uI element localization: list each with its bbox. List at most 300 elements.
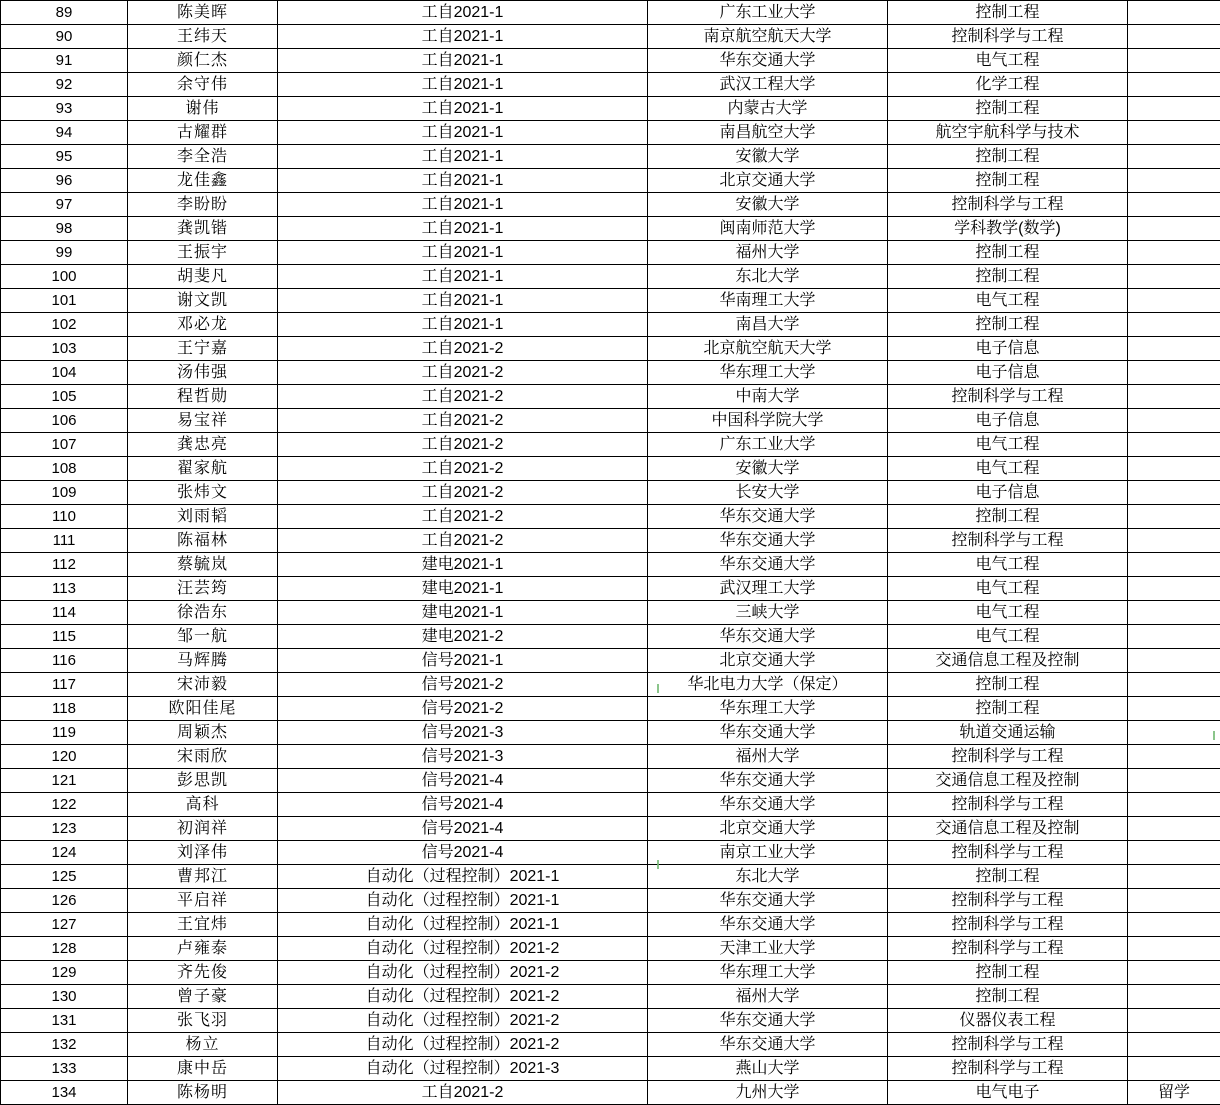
cell-note[interactable] <box>1128 817 1220 841</box>
cell-major[interactable]: 电气电子 <box>888 1081 1128 1105</box>
cell-major[interactable]: 控制工程 <box>888 145 1128 169</box>
cell-school[interactable]: 内蒙古大学 <box>648 97 888 121</box>
cell-name[interactable]: 王宜炜 <box>128 913 278 937</box>
cell-note[interactable] <box>1128 337 1220 361</box>
cell-school[interactable]: 广东工业大学 <box>648 433 888 457</box>
cell-class[interactable]: 工自2021-1 <box>278 25 648 49</box>
cell-name[interactable]: 陈杨明 <box>128 1081 278 1105</box>
cell-major[interactable]: 控制工程 <box>888 169 1128 193</box>
cell-school[interactable]: 东北大学 <box>648 265 888 289</box>
cell-school[interactable]: 东北大学 <box>648 865 888 889</box>
cell-index[interactable]: 123 <box>1 817 128 841</box>
table-row[interactable] <box>1 265 1220 289</box>
cell-school[interactable]: 南京工业大学 <box>648 841 888 865</box>
cell-class[interactable]: 自动化（过程控制）2021-2 <box>278 1009 648 1033</box>
cell-index[interactable]: 128 <box>1 937 128 961</box>
cell-note[interactable] <box>1128 913 1220 937</box>
cell-class[interactable]: 信号2021-2 <box>278 673 648 697</box>
cell-index[interactable]: 99 <box>1 241 128 265</box>
cell-name[interactable]: 胡斐凡 <box>128 265 278 289</box>
cell-name[interactable]: 谢伟 <box>128 97 278 121</box>
table-row[interactable] <box>1 457 1220 481</box>
cell-index[interactable]: 104 <box>1 361 128 385</box>
cell-note[interactable] <box>1128 289 1220 313</box>
table-row[interactable] <box>1 985 1220 1009</box>
table-row[interactable] <box>1 865 1220 889</box>
cell-index[interactable]: 107 <box>1 433 128 457</box>
cell-major[interactable]: 电气工程 <box>888 601 1128 625</box>
cell-class[interactable]: 工自2021-1 <box>278 169 648 193</box>
cell-name[interactable]: 龚忠亮 <box>128 433 278 457</box>
cell-index[interactable]: 98 <box>1 217 128 241</box>
cell-note[interactable] <box>1128 25 1220 49</box>
cell-note[interactable] <box>1128 745 1220 769</box>
table-row[interactable] <box>1 1 1220 25</box>
table-row[interactable] <box>1 1033 1220 1057</box>
cell-major[interactable]: 控制科学与工程 <box>888 25 1128 49</box>
cell-school[interactable]: 华东理工大学 <box>648 361 888 385</box>
cell-class[interactable]: 工自2021-1 <box>278 313 648 337</box>
cell-school[interactable]: 华东交通大学 <box>648 529 888 553</box>
cell-school[interactable]: 中国科学院大学 <box>648 409 888 433</box>
cell-class[interactable]: 信号2021-4 <box>278 817 648 841</box>
cell-major[interactable]: 电气工程 <box>888 457 1128 481</box>
table-row[interactable] <box>1 481 1220 505</box>
cell-class[interactable]: 工自2021-1 <box>278 193 648 217</box>
cell-index[interactable]: 132 <box>1 1033 128 1057</box>
cell-note[interactable]: 留学 <box>1128 1081 1220 1105</box>
table-row[interactable] <box>1 49 1220 73</box>
cell-class[interactable]: 工自2021-2 <box>278 409 648 433</box>
cell-school[interactable]: 华东交通大学 <box>648 1033 888 1057</box>
cell-major[interactable]: 化学工程 <box>888 73 1128 97</box>
table-row[interactable] <box>1 793 1220 817</box>
table-row[interactable] <box>1 913 1220 937</box>
cell-school[interactable]: 华东交通大学 <box>648 889 888 913</box>
cell-index[interactable]: 131 <box>1 1009 128 1033</box>
cell-index[interactable]: 114 <box>1 601 128 625</box>
table-row[interactable] <box>1 169 1220 193</box>
cell-class[interactable]: 工自2021-1 <box>278 289 648 313</box>
cell-name[interactable]: 王振宇 <box>128 241 278 265</box>
cell-name[interactable]: 康中岳 <box>128 1057 278 1081</box>
table-row[interactable] <box>1 289 1220 313</box>
cell-index[interactable]: 96 <box>1 169 128 193</box>
cell-major[interactable]: 控制科学与工程 <box>888 1057 1128 1081</box>
cell-note[interactable] <box>1128 49 1220 73</box>
cell-index[interactable]: 109 <box>1 481 128 505</box>
cell-class[interactable]: 自动化（过程控制）2021-2 <box>278 937 648 961</box>
cell-index[interactable]: 101 <box>1 289 128 313</box>
cell-note[interactable] <box>1128 937 1220 961</box>
cell-note[interactable] <box>1128 529 1220 553</box>
table-row[interactable] <box>1 433 1220 457</box>
cell-class[interactable]: 自动化（过程控制）2021-3 <box>278 1057 648 1081</box>
cell-school[interactable]: 安徽大学 <box>648 457 888 481</box>
cell-name[interactable]: 彭思凯 <box>128 769 278 793</box>
cell-major[interactable]: 电气工程 <box>888 577 1128 601</box>
cell-class[interactable]: 自动化（过程控制）2021-2 <box>278 961 648 985</box>
cell-school[interactable]: 华东交通大学 <box>648 625 888 649</box>
cell-class[interactable]: 工自2021-1 <box>278 49 648 73</box>
table-row[interactable] <box>1 313 1220 337</box>
table-row[interactable] <box>1 769 1220 793</box>
cell-school[interactable]: 南京航空航天大学 <box>648 25 888 49</box>
cell-note[interactable] <box>1128 193 1220 217</box>
cell-name[interactable]: 李全浩 <box>128 145 278 169</box>
table-row[interactable] <box>1 145 1220 169</box>
cell-index[interactable]: 92 <box>1 73 128 97</box>
cell-class[interactable]: 自动化（过程控制）2021-1 <box>278 913 648 937</box>
cell-major[interactable]: 控制工程 <box>888 265 1128 289</box>
cell-major[interactable]: 控制科学与工程 <box>888 841 1128 865</box>
table-row[interactable] <box>1 241 1220 265</box>
cell-note[interactable] <box>1128 1009 1220 1033</box>
cell-index[interactable]: 130 <box>1 985 128 1009</box>
cell-name[interactable]: 卢雍泰 <box>128 937 278 961</box>
cell-index[interactable]: 111 <box>1 529 128 553</box>
cell-index[interactable]: 113 <box>1 577 128 601</box>
cell-school[interactable]: 天津工业大学 <box>648 937 888 961</box>
cell-name[interactable]: 李盼盼 <box>128 193 278 217</box>
cell-index[interactable]: 108 <box>1 457 128 481</box>
cell-note[interactable] <box>1128 361 1220 385</box>
cell-school[interactable]: 长安大学 <box>648 481 888 505</box>
cell-name[interactable]: 谢文凯 <box>128 289 278 313</box>
table-row[interactable] <box>1 961 1220 985</box>
table-row[interactable] <box>1 529 1220 553</box>
table-row[interactable] <box>1 841 1220 865</box>
cell-school[interactable]: 闽南师范大学 <box>648 217 888 241</box>
cell-class[interactable]: 建电2021-1 <box>278 577 648 601</box>
cell-major[interactable]: 电气工程 <box>888 49 1128 73</box>
cell-class[interactable]: 工自2021-1 <box>278 265 648 289</box>
cell-index[interactable]: 125 <box>1 865 128 889</box>
cell-note[interactable] <box>1128 457 1220 481</box>
cell-note[interactable] <box>1128 889 1220 913</box>
cell-name[interactable]: 王宁嘉 <box>128 337 278 361</box>
cell-major[interactable]: 电气工程 <box>888 433 1128 457</box>
cell-note[interactable] <box>1128 385 1220 409</box>
cell-school[interactable]: 华东交通大学 <box>648 793 888 817</box>
cell-school[interactable]: 广东工业大学 <box>648 1 888 25</box>
cell-index[interactable]: 120 <box>1 745 128 769</box>
cell-major[interactable]: 控制工程 <box>888 673 1128 697</box>
cell-index[interactable]: 105 <box>1 385 128 409</box>
cell-note[interactable] <box>1128 313 1220 337</box>
cell-note[interactable] <box>1128 121 1220 145</box>
cell-name[interactable]: 周颖杰 <box>128 721 278 745</box>
cell-school[interactable]: 福州大学 <box>648 241 888 265</box>
cell-major[interactable]: 仪器仪表工程 <box>888 1009 1128 1033</box>
cell-major[interactable]: 控制科学与工程 <box>888 793 1128 817</box>
cell-name[interactable]: 徐浩东 <box>128 601 278 625</box>
cell-name[interactable]: 邹一航 <box>128 625 278 649</box>
cell-note[interactable] <box>1128 265 1220 289</box>
cell-note[interactable] <box>1128 577 1220 601</box>
cell-school[interactable]: 华东交通大学 <box>648 913 888 937</box>
cell-school[interactable]: 三峡大学 <box>648 601 888 625</box>
cell-name[interactable]: 汤伟强 <box>128 361 278 385</box>
cell-index[interactable]: 112 <box>1 553 128 577</box>
cell-note[interactable] <box>1128 601 1220 625</box>
cell-school[interactable]: 华东交通大学 <box>648 49 888 73</box>
cell-major[interactable]: 电气工程 <box>888 553 1128 577</box>
cell-major[interactable]: 控制科学与工程 <box>888 193 1128 217</box>
cell-note[interactable] <box>1128 649 1220 673</box>
cell-index[interactable]: 126 <box>1 889 128 913</box>
table-row[interactable] <box>1 601 1220 625</box>
cell-major[interactable]: 电子信息 <box>888 337 1128 361</box>
cell-name[interactable]: 宋雨欣 <box>128 745 278 769</box>
cell-class[interactable]: 自动化（过程控制）2021-2 <box>278 985 648 1009</box>
cell-note[interactable] <box>1128 241 1220 265</box>
cell-index[interactable]: 115 <box>1 625 128 649</box>
table-row[interactable] <box>1 697 1220 721</box>
cell-major[interactable]: 控制科学与工程 <box>888 937 1128 961</box>
cell-name[interactable]: 龚凯锴 <box>128 217 278 241</box>
cell-class[interactable]: 工自2021-2 <box>278 385 648 409</box>
cell-name[interactable]: 初润祥 <box>128 817 278 841</box>
cell-class[interactable]: 自动化（过程控制）2021-2 <box>278 1033 648 1057</box>
cell-class[interactable]: 信号2021-2 <box>278 697 648 721</box>
cell-class[interactable]: 信号2021-4 <box>278 841 648 865</box>
cell-class[interactable]: 工自2021-2 <box>278 457 648 481</box>
cell-name[interactable]: 颜仁杰 <box>128 49 278 73</box>
table-row[interactable] <box>1 385 1220 409</box>
table-row[interactable] <box>1 553 1220 577</box>
cell-school[interactable]: 北京交通大学 <box>648 169 888 193</box>
cell-note[interactable] <box>1128 793 1220 817</box>
cell-name[interactable]: 翟家航 <box>128 457 278 481</box>
cell-name[interactable]: 程哲勋 <box>128 385 278 409</box>
cell-index[interactable]: 100 <box>1 265 128 289</box>
table-row[interactable] <box>1 361 1220 385</box>
table-row[interactable] <box>1 721 1220 745</box>
cell-class[interactable]: 信号2021-3 <box>278 721 648 745</box>
cell-school[interactable]: 燕山大学 <box>648 1057 888 1081</box>
table-row[interactable] <box>1 937 1220 961</box>
cell-school[interactable]: 华东交通大学 <box>648 505 888 529</box>
cell-major[interactable]: 交通信息工程及控制 <box>888 817 1128 841</box>
cell-school[interactable]: 北京航空航天大学 <box>648 337 888 361</box>
cell-index[interactable]: 119 <box>1 721 128 745</box>
cell-class[interactable]: 建电2021-2 <box>278 625 648 649</box>
cell-class[interactable]: 工自2021-2 <box>278 1081 648 1105</box>
cell-note[interactable] <box>1128 433 1220 457</box>
table-row[interactable] <box>1 409 1220 433</box>
cell-class[interactable]: 自动化（过程控制）2021-1 <box>278 865 648 889</box>
cell-index[interactable]: 103 <box>1 337 128 361</box>
cell-index[interactable]: 97 <box>1 193 128 217</box>
cell-name[interactable]: 曾子豪 <box>128 985 278 1009</box>
cell-major[interactable]: 控制科学与工程 <box>888 385 1128 409</box>
cell-class[interactable]: 工自2021-1 <box>278 1 648 25</box>
cell-name[interactable]: 邓必龙 <box>128 313 278 337</box>
cell-index[interactable]: 129 <box>1 961 128 985</box>
cell-note[interactable] <box>1128 553 1220 577</box>
cell-major[interactable]: 控制科学与工程 <box>888 889 1128 913</box>
cell-class[interactable]: 建电2021-1 <box>278 601 648 625</box>
cell-note[interactable] <box>1128 145 1220 169</box>
table-row[interactable] <box>1 121 1220 145</box>
cell-class[interactable]: 工自2021-2 <box>278 529 648 553</box>
cell-note[interactable] <box>1128 721 1220 745</box>
cell-name[interactable]: 马辉腾 <box>128 649 278 673</box>
cell-index[interactable]: 127 <box>1 913 128 937</box>
cell-name[interactable]: 张飞羽 <box>128 1009 278 1033</box>
cell-index[interactable]: 116 <box>1 649 128 673</box>
cell-name[interactable]: 龙佳鑫 <box>128 169 278 193</box>
table-row[interactable] <box>1 217 1220 241</box>
cell-major[interactable]: 控制工程 <box>888 985 1128 1009</box>
cell-class[interactable]: 建电2021-1 <box>278 553 648 577</box>
cell-school[interactable]: 武汉理工大学 <box>648 577 888 601</box>
table-row[interactable] <box>1 673 1220 697</box>
cell-note[interactable] <box>1128 985 1220 1009</box>
cell-major[interactable]: 电子信息 <box>888 409 1128 433</box>
cell-class[interactable]: 工自2021-1 <box>278 217 648 241</box>
cell-index[interactable]: 117 <box>1 673 128 697</box>
cell-index[interactable]: 134 <box>1 1081 128 1105</box>
cell-index[interactable]: 110 <box>1 505 128 529</box>
cell-index[interactable]: 94 <box>1 121 128 145</box>
table-row[interactable] <box>1 1081 1220 1105</box>
cell-index[interactable]: 133 <box>1 1057 128 1081</box>
cell-class[interactable]: 工自2021-2 <box>278 433 648 457</box>
cell-school[interactable]: 北京交通大学 <box>648 817 888 841</box>
cell-major[interactable]: 轨道交通运输 <box>888 721 1128 745</box>
cell-school[interactable]: 华东交通大学 <box>648 769 888 793</box>
cell-major[interactable]: 控制工程 <box>888 97 1128 121</box>
cell-name[interactable]: 余守伟 <box>128 73 278 97</box>
cell-index[interactable]: 95 <box>1 145 128 169</box>
cell-class[interactable]: 信号2021-3 <box>278 745 648 769</box>
cell-major[interactable]: 交通信息工程及控制 <box>888 649 1128 673</box>
cell-index[interactable]: 93 <box>1 97 128 121</box>
cell-school[interactable]: 九州大学 <box>648 1081 888 1105</box>
cell-note[interactable] <box>1128 481 1220 505</box>
cell-class[interactable]: 工自2021-1 <box>278 241 648 265</box>
cell-school[interactable]: 华南理工大学 <box>648 289 888 313</box>
table-row[interactable] <box>1 505 1220 529</box>
cell-school[interactable]: 安徽大学 <box>648 193 888 217</box>
cell-note[interactable] <box>1128 625 1220 649</box>
cell-name[interactable]: 张炜文 <box>128 481 278 505</box>
cell-major[interactable]: 学科教学(数学) <box>888 217 1128 241</box>
cell-class[interactable]: 工自2021-1 <box>278 73 648 97</box>
table-row[interactable] <box>1 193 1220 217</box>
cell-class[interactable]: 工自2021-1 <box>278 121 648 145</box>
cell-major[interactable]: 交通信息工程及控制 <box>888 769 1128 793</box>
table-row[interactable] <box>1 337 1220 361</box>
cell-class[interactable]: 工自2021-1 <box>278 145 648 169</box>
cell-name[interactable]: 高科 <box>128 793 278 817</box>
cell-note[interactable] <box>1128 97 1220 121</box>
cell-school[interactable]: 华东理工大学 <box>648 697 888 721</box>
cell-major[interactable]: 电子信息 <box>888 361 1128 385</box>
cell-index[interactable]: 89 <box>1 1 128 25</box>
cell-name[interactable]: 欧阳佳尾 <box>128 697 278 721</box>
cell-name[interactable]: 蔡毓岚 <box>128 553 278 577</box>
cell-major[interactable]: 控制工程 <box>888 697 1128 721</box>
cell-school[interactable]: 北京交通大学 <box>648 649 888 673</box>
table-row[interactable] <box>1 745 1220 769</box>
cell-class[interactable]: 工自2021-2 <box>278 361 648 385</box>
cell-note[interactable] <box>1128 961 1220 985</box>
cell-name[interactable]: 刘雨韬 <box>128 505 278 529</box>
cell-major[interactable]: 电气工程 <box>888 625 1128 649</box>
cell-note[interactable] <box>1128 865 1220 889</box>
cell-major[interactable]: 电子信息 <box>888 481 1128 505</box>
cell-note[interactable] <box>1128 1057 1220 1081</box>
table-row[interactable] <box>1 1009 1220 1033</box>
cell-index[interactable]: 102 <box>1 313 128 337</box>
cell-major[interactable]: 控制工程 <box>888 865 1128 889</box>
cell-note[interactable] <box>1128 841 1220 865</box>
cell-major[interactable]: 控制工程 <box>888 1 1128 25</box>
cell-school[interactable]: 安徽大学 <box>648 145 888 169</box>
cell-class[interactable]: 工自2021-2 <box>278 337 648 361</box>
cell-major[interactable]: 控制工程 <box>888 241 1128 265</box>
cell-note[interactable] <box>1128 673 1220 697</box>
table-row[interactable] <box>1 889 1220 913</box>
cell-name[interactable]: 平启祥 <box>128 889 278 913</box>
cell-class[interactable]: 工自2021-1 <box>278 97 648 121</box>
table-row[interactable] <box>1 1057 1220 1081</box>
cell-name[interactable]: 宋沛毅 <box>128 673 278 697</box>
cell-class[interactable]: 信号2021-1 <box>278 649 648 673</box>
cell-note[interactable] <box>1128 169 1220 193</box>
cell-major[interactable]: 控制工程 <box>888 313 1128 337</box>
cell-major[interactable]: 控制科学与工程 <box>888 913 1128 937</box>
table-row[interactable] <box>1 577 1220 601</box>
cell-school[interactable]: 华东交通大学 <box>648 1009 888 1033</box>
table-row[interactable] <box>1 73 1220 97</box>
cell-major[interactable]: 航空宇航科学与技术 <box>888 121 1128 145</box>
cell-school[interactable]: 中南大学 <box>648 385 888 409</box>
cell-school[interactable]: 华东交通大学 <box>648 721 888 745</box>
table-row[interactable] <box>1 649 1220 673</box>
cell-note[interactable] <box>1128 769 1220 793</box>
table-row[interactable] <box>1 97 1220 121</box>
cell-name[interactable]: 杨立 <box>128 1033 278 1057</box>
cell-note[interactable] <box>1128 73 1220 97</box>
cell-major[interactable]: 控制工程 <box>888 505 1128 529</box>
cell-note[interactable] <box>1128 217 1220 241</box>
cell-school[interactable]: 华东理工大学 <box>648 961 888 985</box>
cell-note[interactable] <box>1128 1033 1220 1057</box>
cell-note[interactable] <box>1128 409 1220 433</box>
cell-note[interactable] <box>1128 1 1220 25</box>
cell-name[interactable]: 刘泽伟 <box>128 841 278 865</box>
cell-index[interactable]: 91 <box>1 49 128 73</box>
cell-major[interactable]: 控制科学与工程 <box>888 529 1128 553</box>
cell-school[interactable]: 南昌航空大学 <box>648 121 888 145</box>
cell-major[interactable]: 控制工程 <box>888 961 1128 985</box>
cell-name[interactable]: 曹邦江 <box>128 865 278 889</box>
cell-class[interactable]: 工自2021-2 <box>278 505 648 529</box>
cell-index[interactable]: 121 <box>1 769 128 793</box>
cell-class[interactable]: 信号2021-4 <box>278 769 648 793</box>
cell-note[interactable] <box>1128 697 1220 721</box>
cell-class[interactable]: 自动化（过程控制）2021-1 <box>278 889 648 913</box>
cell-major[interactable]: 电气工程 <box>888 289 1128 313</box>
table-row[interactable] <box>1 25 1220 49</box>
table-row[interactable] <box>1 625 1220 649</box>
cell-school[interactable]: 武汉工程大学 <box>648 73 888 97</box>
cell-major[interactable]: 控制科学与工程 <box>888 745 1128 769</box>
